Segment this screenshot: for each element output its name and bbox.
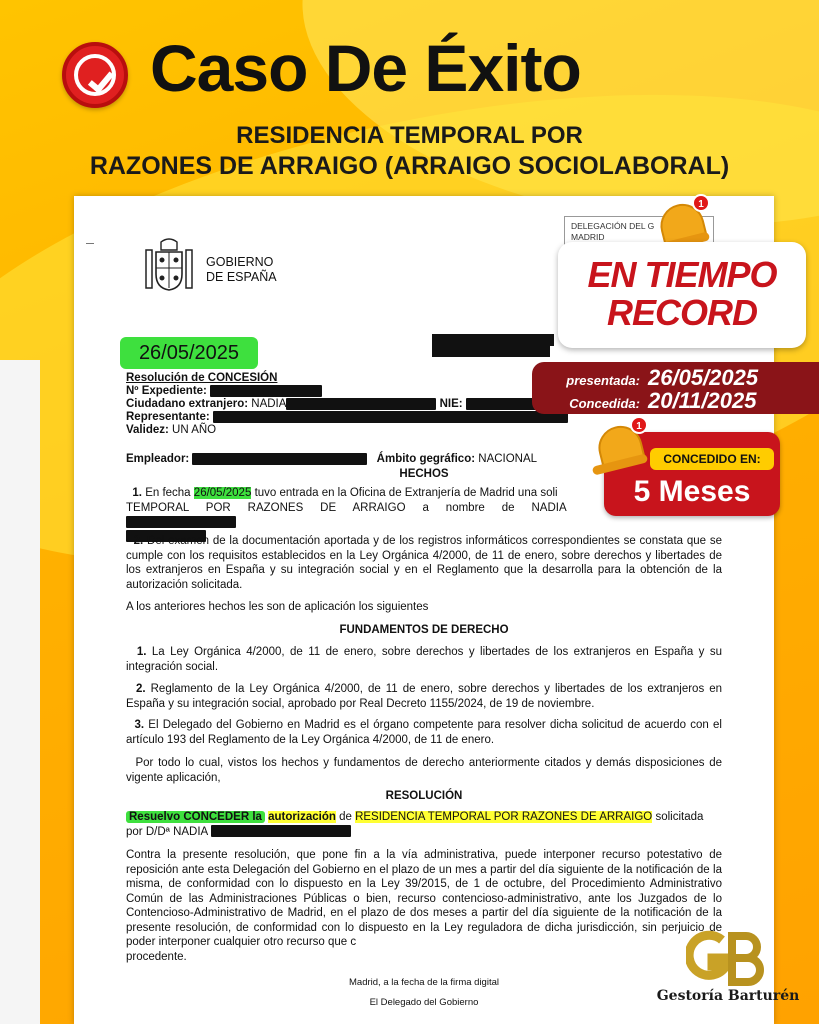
dates-band: presentada: 26/05/2025 Concedida: 20/11/2025 — [532, 362, 819, 414]
fundamento-1: 1. La Ley Orgánica 4/2000, de 11 de enero, sobre derechos y libertades de los extranjeros en España y su integración social. — [126, 646, 722, 673]
government-name: GOBIERNO DE ESPAÑA — [206, 255, 277, 284]
subtitle-line-1: RESIDENCIA TEMPORAL POR — [236, 122, 583, 149]
signature-role: El Delegado del Gobierno — [369, 997, 479, 1008]
brand-name: Gestoría Barturén — [656, 988, 800, 1004]
resolucion-text: Resuelvo CONCEDER la autorización de RESIDENCIA TEMPORAL POR RAZONES DE ARRAIGO solicitada por D/Dª NADIA — [126, 811, 704, 838]
hecho-1: 1. En fecha 26/05/2025 tuvo entrada en la Oficina de Extranjería de Madrid una soli TEMPORAL POR RAZONES DE ARRAIGO a nombre de NADIA — [126, 486, 566, 544]
delegation-box: DELEGACIÓN DEL G MADRID — [564, 216, 714, 248]
por-todo-text: Por todo lo cual, vistos los hechos y fundamentos de derecho anteriormente citados y demás disposiciones de vigente aplicación, — [126, 757, 722, 784]
employer-line: Empleador: Ámbito gegráfico: NACIONAL — [126, 453, 538, 465]
signature-place: Madrid, a la fecha de la firma digital — [349, 977, 499, 988]
resolution-header: Resolución de CONCESIÓN Nº Expediente: Ciudadano extranjero: NADIA NIE: Representante: Validez: UN AÑO — [126, 372, 722, 437]
bell-icon: 1 — [652, 192, 714, 254]
resolucion-heading: RESOLUCIÓN — [385, 790, 463, 802]
redaction — [432, 346, 550, 357]
record-banner: EN TIEMPO RECORD — [558, 242, 806, 348]
aplicacion-text: A los anteriores hechos les son de aplicación los siguientes — [126, 601, 429, 613]
hechos-heading: HECHOS — [399, 468, 449, 480]
subtitle-line-2: RAZONES DE ARRAIGO (ARRAIGO SOCIOLABORAL) — [89, 152, 730, 180]
fundamento-2: 2. Reglamento de la Ley Orgánica 4/2000, de 11 de enero, sobre derechos y libertades de los extranjeros en España y su integración social, aprobado por Real Decreto 1155/2024, de 19 de noviembre. — [126, 683, 723, 710]
brand-logo — [648, 930, 808, 1010]
page-title: Caso De Éxito — [150, 31, 581, 105]
gb-logo-icon — [686, 930, 766, 986]
fundamentos-heading: FUNDAMENTOS DE DERECHO — [339, 624, 509, 636]
check-icon — [62, 42, 128, 108]
bell-icon: 1 — [590, 414, 652, 476]
redaction — [432, 334, 554, 346]
hecho-2: 2. Del examen de la documentación aportada y de los registros informáticos correspondientes se constata que se cumple con los requisitos establecidos en la Ley Orgánica 4/2000, de 11 de enero, sobre derechos y libertades de los extranjeros en España y su integración social y en el Reglamento que la desarrolla para la obtención de la autorización solicitada. — [126, 535, 722, 591]
recurso-text: Contra la presente resolución, que pone fin a la vía administrativa, puede interponer recurso potestativo de reposición ante esta Delegación del Gobierno en el plazo de un mes a partir del día siguiente de la notificación de la misma, de conformidad con lo dispuesto en la Ley 39/2015, de 1 de octubre, del Procedimiento Administrativo Común de las Administraciones Públicas o bien, recurso contencioso-administrativo, ante los Juzgados de lo Contencioso-Administrativo de Madrid, en el plazo de dos meses a partir del día siguiente de la notificación de la presente resolución, de conformidad con lo dispuesto en la Ley reguladora de dicha jurisdicción, sin perjuicio de poder interponer cualquier otro recurso que c procedente. — [126, 849, 722, 963]
granted-in-box: CONCEDIDO EN: 5 Meses — [604, 432, 780, 516]
fundamento-3: 3. El Delegado del Gobierno en Madrid es el órgano competente para resolver dicha solicitud de acuerdo con el artículo 193 del Reglamento de la Ley Orgánica 4/2000, de 11 de enero. — [126, 719, 722, 746]
coat-of-arms-icon — [142, 238, 196, 296]
date-badge: 26/05/2025 — [120, 337, 258, 369]
